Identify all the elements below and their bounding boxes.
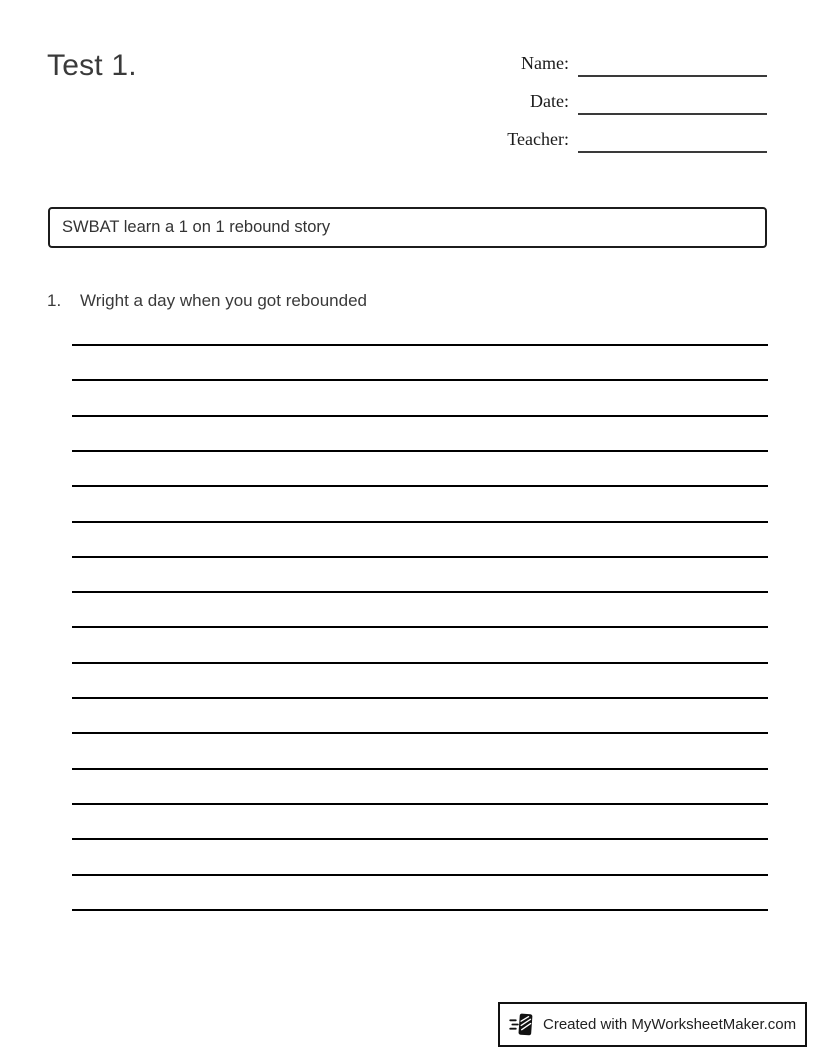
answer-writing-line bbox=[72, 485, 768, 487]
header-field-row bbox=[521, 52, 767, 77]
answer-writing-line bbox=[72, 662, 768, 664]
header-field-row bbox=[530, 90, 767, 115]
answer-writing-line bbox=[72, 521, 768, 523]
header-field-label: Name: bbox=[521, 53, 569, 73]
answer-writing-line bbox=[72, 344, 768, 346]
question-number: 1. bbox=[47, 291, 62, 310]
answer-writing-line bbox=[72, 591, 768, 593]
header-field-label: Teacher: bbox=[507, 129, 569, 149]
footer-credit-text: Created with MyWorksheetMaker.com bbox=[543, 1016, 797, 1033]
answer-writing-line bbox=[72, 556, 768, 558]
page-title: Test 1. bbox=[47, 49, 137, 82]
footer-credit-badge[interactable] bbox=[498, 1002, 807, 1047]
objective-text: SWBAT learn a 1 on 1 rebound story bbox=[62, 218, 331, 236]
header-field-label: Date: bbox=[530, 91, 569, 111]
question-item bbox=[47, 291, 367, 311]
answer-writing-line bbox=[72, 803, 768, 805]
header-field-blank-line bbox=[578, 53, 767, 77]
objective-box bbox=[48, 207, 767, 248]
header-field-blank-line bbox=[578, 91, 767, 115]
answer-writing-line bbox=[72, 697, 768, 699]
answer-writing-line bbox=[72, 874, 768, 876]
worksheet-maker-logo-icon bbox=[509, 1011, 536, 1038]
answer-writing-line bbox=[72, 838, 768, 840]
answer-writing-line bbox=[72, 415, 768, 417]
answer-writing-line bbox=[72, 450, 768, 452]
answer-writing-line bbox=[72, 732, 768, 734]
header-field-blank-line bbox=[578, 129, 767, 153]
question-prompt: Wright a day when you got rebounded bbox=[80, 291, 367, 310]
header-field-row bbox=[507, 128, 767, 153]
answer-writing-line bbox=[72, 626, 768, 628]
answer-writing-line bbox=[72, 909, 768, 911]
answer-writing-line bbox=[72, 768, 768, 770]
answer-writing-line bbox=[72, 379, 768, 381]
